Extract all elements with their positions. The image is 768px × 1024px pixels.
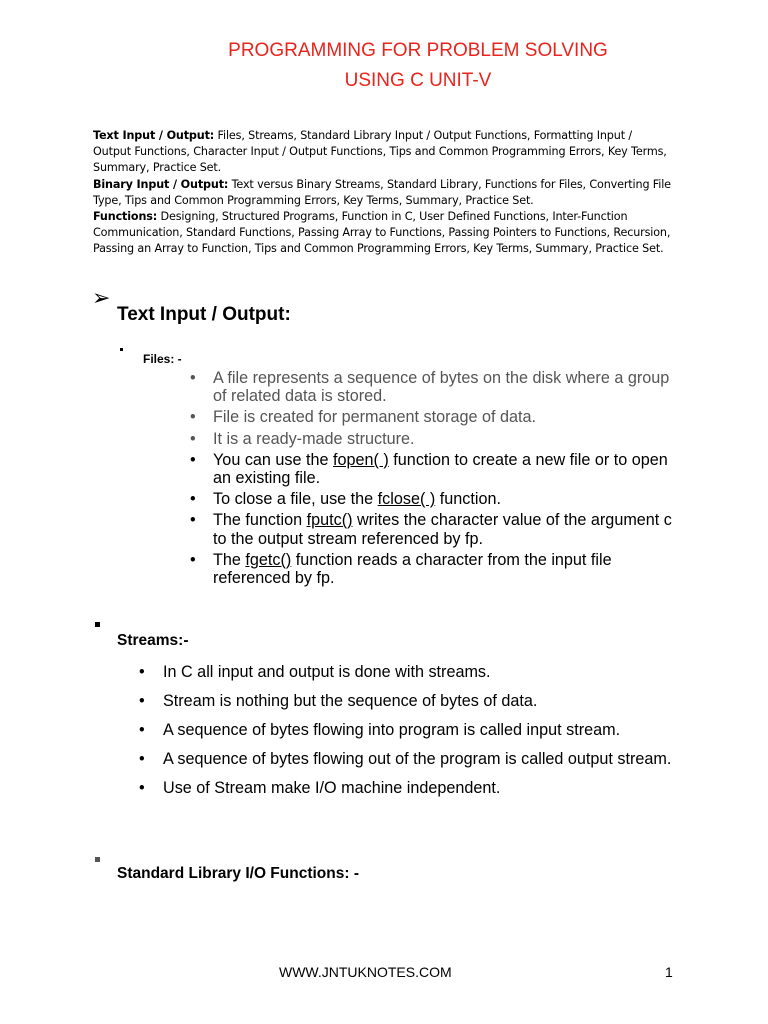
list-item: • The fgetc() function reads a character from the input file referenced by fp. [190, 551, 680, 587]
subheading-files: Files: - [143, 352, 182, 366]
list-item: • File is created for permanent storage of data. [190, 408, 680, 426]
syllabus-functions [93, 209, 673, 258]
syllabus-text: Designing, Structured Programs, Function in C, User Defined Functions, Inter-Function Communication, Standard Functions, Passing Array to Functions, Passing Pointers to Functions, Recursion, Passing an Array to Function, Tips and Common Programming Errors, Key Terms, Summary, Practice Set. [93, 210, 671, 256]
list-item: • In C all input and output is done with streams. [139, 659, 699, 685]
syllabus-text: Files, Streams, Standard Library Input / Output Functions, Formatting Input / Output Functions, Character Input / Output Functions, Tips and Common Programming Errors, Key Terms, Summary, Practice Set. [93, 129, 667, 175]
footer-site: WWW.JNTUKNOTES.COM [279, 964, 452, 980]
subheading-streams: Streams:- [117, 632, 189, 649]
list-item: • A sequence of bytes flowing out of the program is called output stream. [139, 746, 699, 772]
syllabus-label: Functions: [93, 210, 158, 223]
list-item: • Stream is nothing but the sequence of bytes of data. [139, 688, 699, 714]
function-name-fputc: fputc() [306, 511, 353, 530]
syllabus-text: Text versus Binary Streams, Standard Library, Functions for Files, Converting File Type, Tips and Common Programming Errors, Key Terms, Summary, Practice Set. [93, 178, 671, 208]
function-name-fopen: fopen( ) [333, 450, 389, 469]
list-item: • It is a ready-made structure. [190, 430, 680, 448]
square-bullet-icon [95, 622, 100, 627]
page-number: 1 [665, 964, 673, 980]
streams-list [139, 659, 699, 804]
square-bullet-icon [95, 857, 100, 862]
syllabus-binary-io [93, 177, 673, 209]
section-heading-text-io: Text Input / Output: [117, 304, 291, 325]
subheading-stdlib-io: Standard Library I/O Functions: - [117, 865, 359, 882]
arrow-bullet-icon: ➢ [92, 285, 111, 310]
list-item: • Use of Stream make I/O machine independent. [139, 775, 699, 801]
syllabus-text-io [93, 128, 673, 177]
function-name-fgetc: fgetc() [245, 550, 292, 569]
list-item: • You can use the fopen( ) function to create a new file or to open an existing file. [190, 451, 680, 487]
list-item: • A sequence of bytes flowing into program is called input stream. [139, 717, 699, 743]
syllabus-label: Text Input / Output: [93, 129, 215, 142]
page-title-line2: USING C UNIT-V [344, 70, 492, 91]
list-item: • A file represents a sequence of bytes on the disk where a group of related data is stored. [190, 369, 680, 405]
files-list [190, 369, 680, 590]
syllabus-label: Binary Input / Output: [93, 178, 229, 191]
list-item: • The function fputc() writes the character value of the argument c to the output stream referenced by fp. [190, 511, 680, 547]
function-name-fclose: fclose( ) [377, 490, 436, 509]
page-title-line1: PROGRAMMING FOR PROBLEM SOLVING [228, 40, 608, 61]
list-item: • To close a file, use the fclose( ) function. [190, 490, 680, 508]
square-bullet-icon [120, 348, 123, 351]
